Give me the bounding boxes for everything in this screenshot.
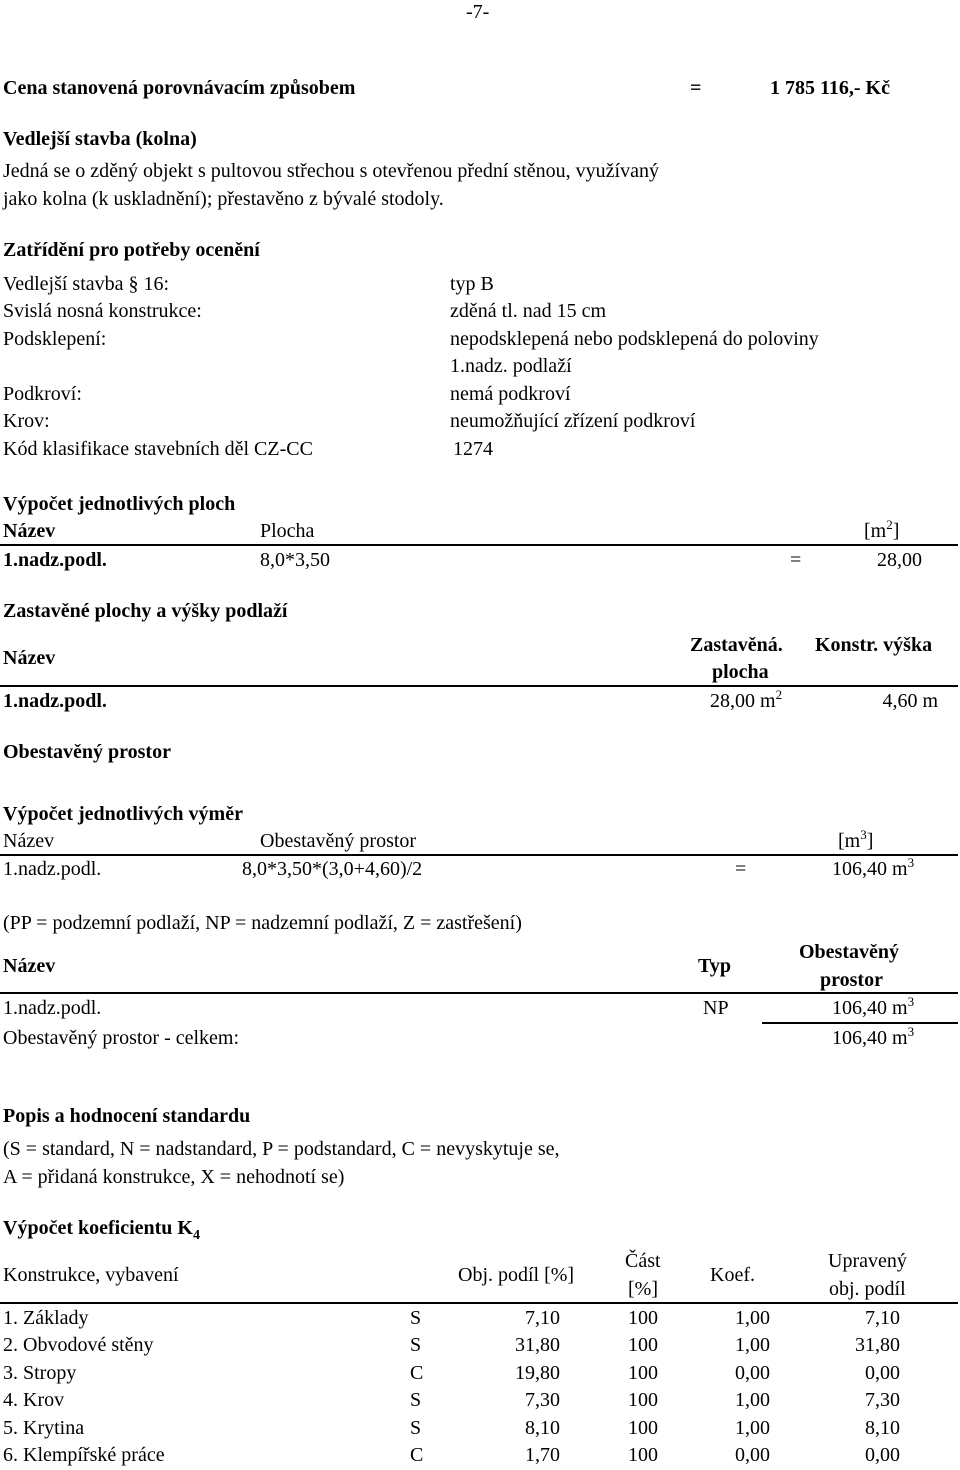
- areas-header-area: Plocha: [260, 520, 315, 542]
- k4-row-coef: 1,00: [735, 1389, 770, 1411]
- building-title: Vedlejší stavba (kolna): [3, 128, 197, 150]
- k4-row-code: S: [410, 1417, 422, 1439]
- floors-row-height: 4,60 m: [882, 690, 938, 712]
- areas-row-name: 1.nadz.podl.: [3, 549, 107, 571]
- areas-row-value: 28,00: [877, 549, 922, 571]
- page-number: -7-: [466, 1, 490, 23]
- k4-row-name: 5. Krytina: [3, 1417, 85, 1439]
- areas-header-rule: [0, 544, 958, 546]
- class-label-2: Podsklepení:: [3, 328, 107, 350]
- k4-row-share: 7,30: [525, 1389, 560, 1411]
- areas-row-formula: 8,0*3,50: [260, 549, 330, 571]
- summary-total-value: 106,40 $m^3$: [832, 1024, 915, 1049]
- classification-title: Zatřídění pro potřeby ocenění: [3, 239, 260, 261]
- price-label: Cena stanovená porovnávacím způsobem: [3, 77, 356, 99]
- summary-legend: (PP = podzemní podlaží, NP = nadzemní podlaží, Z = zastřešení): [3, 912, 522, 934]
- k4-row-adj: 8,10: [865, 1417, 900, 1439]
- volume-header-unit: $[m^3]$: [838, 827, 874, 852]
- volume-title: Obestavěný prostor: [3, 741, 171, 763]
- k4-row-part: 100: [628, 1362, 658, 1384]
- areas-header-name: Název: [3, 520, 56, 542]
- floors-header-name: Název: [3, 647, 56, 669]
- k4-header-part2: [%]: [628, 1278, 658, 1300]
- k4-header-adj2: obj. podíl: [829, 1278, 906, 1300]
- summary-row-type: NP: [703, 997, 729, 1019]
- k4-header-rule: [0, 1302, 958, 1304]
- building-desc-line1: Jedná se o zděný objekt s pultovou střechou s otevřenou přední stěnou, využívaný: [3, 160, 659, 182]
- k4-row-name: 6. Klempířské práce: [3, 1444, 165, 1466]
- volume-row-eq: =: [735, 858, 747, 880]
- k4-header-part1: Část: [625, 1250, 661, 1272]
- k4-row-coef: 0,00: [735, 1444, 770, 1466]
- class-value-5: neumožňující zřízení podkroví: [450, 410, 696, 432]
- areas-header-unit: $[m^2]$: [864, 517, 900, 542]
- k4-row-code: C: [410, 1444, 424, 1466]
- k4-row-part: 100: [628, 1389, 658, 1411]
- k4-row-part: 100: [628, 1307, 658, 1329]
- k4-header-construction: Konstrukce, vybavení: [3, 1264, 179, 1286]
- k4-row-adj: 7,30: [865, 1389, 900, 1411]
- k4-title: Výpočet koeficientu $K_4$: [3, 1217, 200, 1243]
- summary-header-rule: [0, 992, 958, 994]
- price-eq: =: [690, 77, 702, 99]
- volume-row-formula: 8,0*3,50*(3,0+4,60)/2: [242, 858, 423, 880]
- class-value-2: nepodsklepená nebo podsklepená do poloviny: [450, 328, 819, 350]
- volume-header-space: Obestavěný prostor: [260, 830, 417, 852]
- k4-row-share: 7,10: [525, 1307, 560, 1329]
- class-label-6: Kód klasifikace stavebních děl CZ-CC: [3, 438, 313, 460]
- class-value-6: 1274: [453, 438, 493, 460]
- volume-row-value: 106,40 $m^3$: [832, 855, 915, 880]
- k4-header-share: Obj. podíl [%]: [458, 1264, 575, 1286]
- k4-row-coef: 1,00: [735, 1307, 770, 1329]
- volume-row-name: 1.nadz.podl.: [3, 858, 102, 880]
- floors-header-rule: [0, 685, 958, 687]
- k4-row-share: 31,80: [515, 1334, 560, 1356]
- volume-header-name: Název: [3, 830, 55, 852]
- summary-total-label: Obestavěný prostor - celkem:: [3, 1027, 240, 1049]
- k4-row-adj: 0,00: [865, 1362, 900, 1384]
- k4-row-adj: 31,80: [855, 1334, 900, 1356]
- k4-row-share: 1,70: [525, 1444, 560, 1466]
- k4-row-name: 3. Stropy: [3, 1362, 77, 1384]
- summary-header-name: Název: [3, 955, 56, 977]
- k4-row-coef: 1,00: [735, 1334, 770, 1356]
- floors-title: Zastavěné plochy a výšky podlaží: [3, 600, 288, 622]
- class-label-4: Podkroví:: [3, 383, 82, 405]
- standard-legend-line1: (S = standard, N = nadstandard, P = podstandard, C = nevyskytuje se,: [3, 1138, 560, 1160]
- k4-row-adj: 0,00: [865, 1444, 900, 1466]
- floors-row-area: 28,00 $m^2$: [710, 687, 783, 712]
- floors-header-area1: Zastavěná.: [690, 634, 783, 656]
- floors-header-height: Konstr. výška: [815, 634, 933, 656]
- k4-row-adj: 7,10: [865, 1307, 900, 1329]
- building-desc-line2: jako kolna (k uskladnění); přestavěno z bývalé stodoly.: [3, 188, 444, 210]
- volume-calc-title: Výpočet jednotlivých výměr: [3, 803, 243, 825]
- class-value-0: typ B: [450, 273, 494, 295]
- k4-header-coef: Koef.: [710, 1264, 755, 1286]
- k4-row-share: 8,10: [525, 1417, 560, 1439]
- class-label-5: Krov:: [3, 410, 50, 432]
- areas-title: Výpočet jednotlivých ploch: [3, 493, 236, 515]
- standard-legend-line2: A = přidaná konstrukce, X = nehodnotí se): [3, 1166, 345, 1188]
- k4-row-part: 100: [628, 1444, 658, 1466]
- class-label-1: Svislá nosná konstrukce:: [3, 300, 202, 322]
- k4-row-code: S: [410, 1334, 422, 1356]
- k4-row-share: 19,80: [515, 1362, 560, 1384]
- floors-row-name: 1.nadz.podl.: [3, 690, 107, 712]
- class-label-0: Vedlejší stavba § 16:: [3, 273, 170, 295]
- summary-header-space2: prostor: [820, 969, 883, 991]
- summary-row-value: 106,40 $m^3$: [832, 994, 915, 1019]
- summary-row-name: 1.nadz.podl.: [3, 997, 102, 1019]
- k4-row-code: C: [410, 1362, 424, 1384]
- k4-row-code: S: [410, 1389, 422, 1411]
- class-value-3: 1.nadz. podlaží: [450, 355, 572, 377]
- class-value-1: zděná tl. nad 15 cm: [450, 300, 607, 322]
- standard-title: Popis a hodnocení standardu: [3, 1105, 251, 1127]
- k4-row-name: 1. Základy: [3, 1307, 89, 1329]
- k4-row-coef: 0,00: [735, 1362, 770, 1384]
- price-value: 1 785 116,- Kč: [770, 77, 890, 99]
- k4-row-part: 100: [628, 1417, 658, 1439]
- k4-row-coef: 1,00: [735, 1417, 770, 1439]
- k4-header-adj1: Upravený: [828, 1250, 907, 1272]
- volume-header-rule: [0, 854, 958, 856]
- k4-row-name: 4. Krov: [3, 1389, 65, 1411]
- summary-total-rule: [762, 1022, 958, 1024]
- class-value-4: nemá podkroví: [450, 383, 571, 405]
- k4-row-part: 100: [628, 1334, 658, 1356]
- summary-header-space1: Obestavěný: [799, 941, 899, 963]
- k4-row-name: 2. Obvodové stěny: [3, 1334, 154, 1356]
- areas-row-eq: =: [790, 549, 802, 571]
- floors-header-area2: plocha: [712, 661, 769, 683]
- k4-row-code: S: [410, 1307, 422, 1329]
- summary-header-type: Typ: [698, 955, 731, 977]
